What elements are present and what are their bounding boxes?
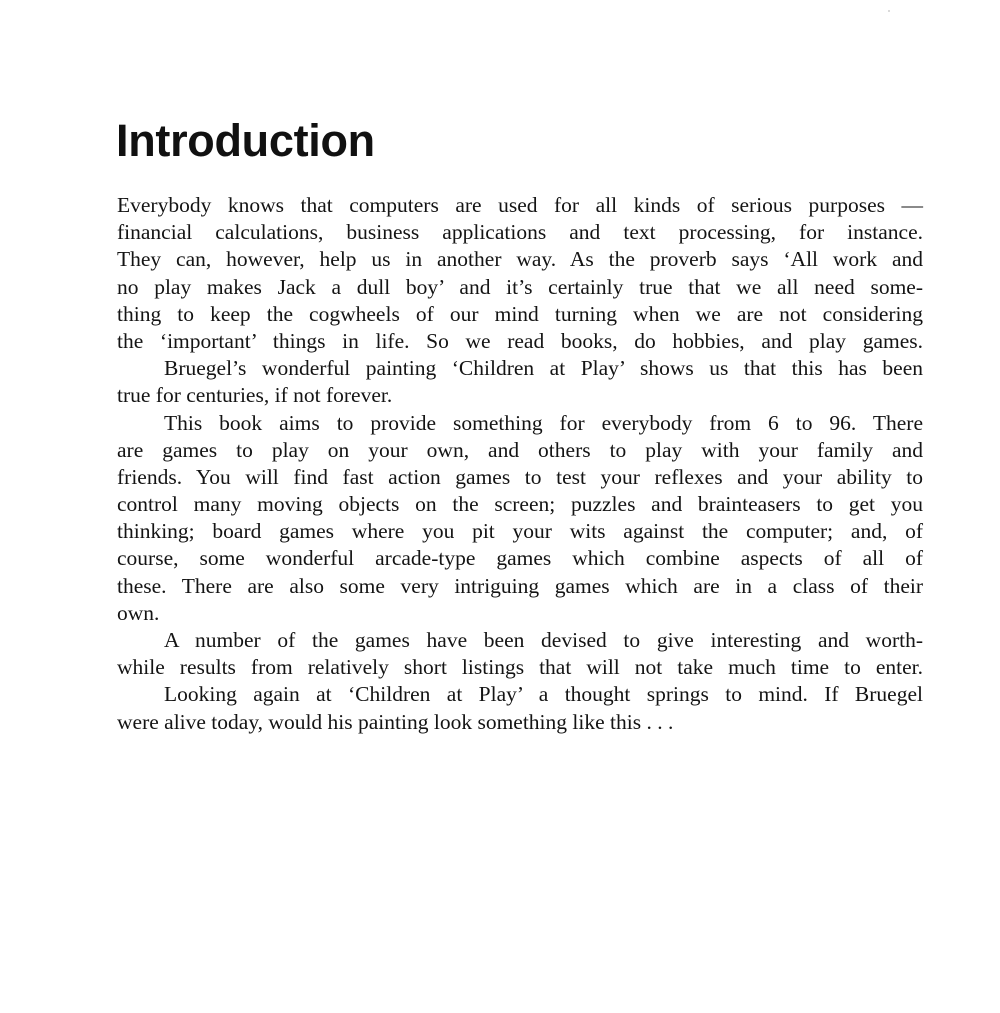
text-line: friends. You will find fast action games to test your reflexes and your ability to bbox=[117, 464, 923, 489]
text-line: true for centuries, if not forever. bbox=[117, 383, 393, 408]
page-title: Introduction bbox=[116, 115, 375, 166]
text-line: own. bbox=[117, 600, 160, 625]
text-line: A number of the games have been devised to give interesting and worth- bbox=[164, 628, 923, 652]
text-line: course, some wonderful arcade-type games which combine aspects of all of bbox=[117, 546, 923, 571]
text-line: Bruegel’s wonderful painting ‘Children at Play’ shows us that this has been bbox=[164, 356, 923, 381]
text-line: Everybody knows that computers are used for all kinds of serious purposes — bbox=[117, 193, 923, 217]
text-line: Looking again at ‘Children at Play’ a thought springs to mind. If Bruegel bbox=[164, 682, 923, 707]
text-line: are games to play on your own, and others to play with your family and bbox=[117, 437, 923, 462]
text-line: They can, however, help us in another way. As the proverb says ‘All work and bbox=[117, 247, 923, 272]
text-line: control many moving objects on the screen; puzzles and brainteasers to get you bbox=[117, 492, 923, 517]
scan-speck bbox=[888, 10, 890, 12]
text-line: thinking; board games where you pit your wits against the computer; and, of bbox=[117, 519, 923, 544]
text-line: the ‘important’ things in life. So we read books, do hobbies, and play games. bbox=[117, 328, 923, 353]
text-line: while results from relatively short listings that will not take much time to enter. bbox=[117, 655, 923, 680]
text-line: This book aims to provide something for everybody from 6 to 96. There bbox=[164, 410, 923, 435]
text-line: no play makes Jack a dull boy’ and it’s certainly true that we all need some- bbox=[117, 274, 923, 299]
text-line: these. There are also some very intriguing games which are in a class of their bbox=[117, 573, 923, 598]
text-line: financial calculations, business applications and text processing, for instance. bbox=[117, 220, 923, 245]
text-line: thing to keep the cogwheels of our mind turning when we are not considering bbox=[117, 301, 923, 326]
introduction-body bbox=[117, 192, 923, 736]
text-line: were alive today, would his painting look something like this . . . bbox=[117, 709, 674, 734]
